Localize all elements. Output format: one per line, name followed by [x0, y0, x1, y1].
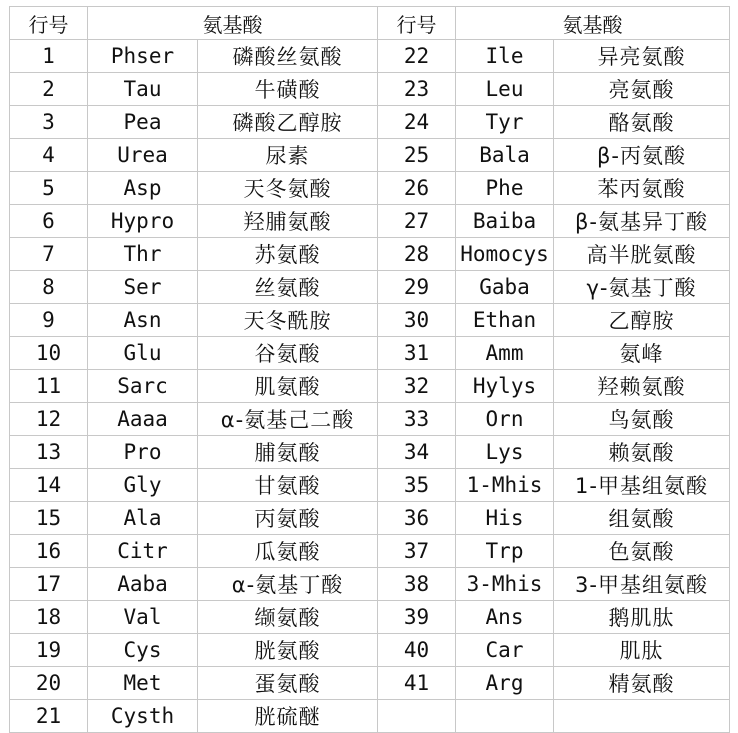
chinese-name-cell-left: 苏氨酸: [198, 238, 378, 271]
chinese-name-cell-right: 氨峰: [554, 337, 730, 370]
chinese-name-cell-right: β-氨基异丁酸: [554, 205, 730, 238]
table-row: [10, 139, 730, 172]
chinese-name-cell-left: 肌氨酸: [198, 370, 378, 403]
abbreviation-cell-right: Gaba: [456, 271, 554, 304]
table-row: [10, 667, 730, 700]
abbreviation-cell-right: 1-Mhis: [456, 469, 554, 502]
abbreviation-cell-left: Ala: [88, 502, 198, 535]
abbreviation-cell-left: Hypro: [88, 205, 198, 238]
chinese-name-cell-left: 缬氨酸: [198, 601, 378, 634]
row-number-cell-right: 25: [378, 139, 456, 172]
row-number-cell-left: 13: [10, 436, 88, 469]
table-row: [10, 568, 730, 601]
chinese-name-cell-left: 脯氨酸: [198, 436, 378, 469]
row-number-cell-right: 37: [378, 535, 456, 568]
table-row: [10, 403, 730, 436]
row-number-cell-right: 34: [378, 436, 456, 469]
chinese-name-cell-right: 苯丙氨酸: [554, 172, 730, 205]
row-number-cell-left: 8: [10, 271, 88, 304]
abbreviation-cell-left: Gly: [88, 469, 198, 502]
chinese-name-cell-left: 磷酸乙醇胺: [198, 106, 378, 139]
row-number-cell-right: 24: [378, 106, 456, 139]
header-row-number-left: 行号: [10, 7, 88, 40]
abbreviation-cell-right: Bala: [456, 139, 554, 172]
table-row: [10, 40, 730, 73]
abbreviation-cell-left: Sarc: [88, 370, 198, 403]
abbreviation-cell-left: Aaba: [88, 568, 198, 601]
abbreviation-cell-left: Pea: [88, 106, 198, 139]
abbreviation-cell-right: Car: [456, 634, 554, 667]
chinese-name-cell-right: 高半胱氨酸: [554, 238, 730, 271]
abbreviation-cell-left: Asp: [88, 172, 198, 205]
row-number-cell-right: 32: [378, 370, 456, 403]
abbreviation-cell-right: Ethan: [456, 304, 554, 337]
abbreviation-cell-left: Met: [88, 667, 198, 700]
table-row: [10, 238, 730, 271]
chinese-name-cell-right: β-丙氨酸: [554, 139, 730, 172]
row-number-cell-right: 36: [378, 502, 456, 535]
chinese-name-cell-right: 赖氨酸: [554, 436, 730, 469]
abbreviation-cell-left: Cysth: [88, 700, 198, 733]
table-row: [10, 700, 730, 733]
chinese-name-cell-left: 甘氨酸: [198, 469, 378, 502]
abbreviation-cell-right: Arg: [456, 667, 554, 700]
row-number-cell-left: 1: [10, 40, 88, 73]
abbreviation-cell-right: Phe: [456, 172, 554, 205]
abbreviation-cell-right: Ans: [456, 601, 554, 634]
row-number-cell-left: 11: [10, 370, 88, 403]
abbreviation-cell-right: 3-Mhis: [456, 568, 554, 601]
row-number-cell-right: 35: [378, 469, 456, 502]
chinese-name-cell-left: 瓜氨酸: [198, 535, 378, 568]
abbreviation-cell-left: Cys: [88, 634, 198, 667]
chinese-name-cell-left: 胱氨酸: [198, 634, 378, 667]
abbreviation-cell-right: [456, 700, 554, 733]
row-number-cell-left: 6: [10, 205, 88, 238]
abbreviation-cell-left: Val: [88, 601, 198, 634]
row-number-cell-right: 39: [378, 601, 456, 634]
chinese-name-cell-left: α-氨基己二酸: [198, 403, 378, 436]
chinese-name-cell-right: γ-氨基丁酸: [554, 271, 730, 304]
row-number-cell-right: [378, 700, 456, 733]
abbreviation-cell-right: Tyr: [456, 106, 554, 139]
table-row: [10, 304, 730, 337]
row-number-cell-left: 20: [10, 667, 88, 700]
chinese-name-cell-right: 色氨酸: [554, 535, 730, 568]
table-row: [10, 73, 730, 106]
table-row: [10, 172, 730, 205]
chinese-name-cell-right: 亮氨酸: [554, 73, 730, 106]
abbreviation-cell-left: Urea: [88, 139, 198, 172]
abbreviation-cell-right: Hylys: [456, 370, 554, 403]
chinese-name-cell-right: 组氨酸: [554, 502, 730, 535]
row-number-cell-right: 33: [378, 403, 456, 436]
row-number-cell-left: 7: [10, 238, 88, 271]
abbreviation-cell-right: Ile: [456, 40, 554, 73]
row-number-cell-left: 4: [10, 139, 88, 172]
row-number-cell-left: 12: [10, 403, 88, 436]
row-number-cell-left: 18: [10, 601, 88, 634]
row-number-cell-right: 27: [378, 205, 456, 238]
row-number-cell-right: 38: [378, 568, 456, 601]
chinese-name-cell-right: 羟赖氨酸: [554, 370, 730, 403]
abbreviation-cell-left: Ser: [88, 271, 198, 304]
chinese-name-cell-right: 肌肽: [554, 634, 730, 667]
abbreviation-cell-right: Baiba: [456, 205, 554, 238]
chinese-name-cell-left: 牛磺酸: [198, 73, 378, 106]
row-number-cell-right: 40: [378, 634, 456, 667]
chinese-name-cell-left: 尿素: [198, 139, 378, 172]
abbreviation-cell-left: Aaaa: [88, 403, 198, 436]
table-row: [10, 106, 730, 139]
header-amino-acid-left: 氨基酸: [88, 7, 378, 40]
table-row: [10, 337, 730, 370]
row-number-cell-left: 2: [10, 73, 88, 106]
row-number-cell-left: 19: [10, 634, 88, 667]
chinese-name-cell-right: 乙醇胺: [554, 304, 730, 337]
abbreviation-cell-right: Lys: [456, 436, 554, 469]
row-number-cell-left: 17: [10, 568, 88, 601]
table-row: [10, 634, 730, 667]
table-row: [10, 535, 730, 568]
row-number-cell-right: 28: [378, 238, 456, 271]
chinese-name-cell-right: [554, 700, 730, 733]
table-row: [10, 205, 730, 238]
chinese-name-cell-right: 酪氨酸: [554, 106, 730, 139]
abbreviation-cell-left: Tau: [88, 73, 198, 106]
chinese-name-cell-left: 丝氨酸: [198, 271, 378, 304]
row-number-cell-left: 9: [10, 304, 88, 337]
abbreviation-cell-left: Citr: [88, 535, 198, 568]
table-body: [10, 40, 730, 733]
abbreviation-cell-right: Trp: [456, 535, 554, 568]
chinese-name-cell-left: 天冬酰胺: [198, 304, 378, 337]
abbreviation-cell-left: Thr: [88, 238, 198, 271]
chinese-name-cell-left: 丙氨酸: [198, 502, 378, 535]
row-number-cell-right: 41: [378, 667, 456, 700]
abbreviation-cell-right: Homocys: [456, 238, 554, 271]
row-number-cell-right: 26: [378, 172, 456, 205]
abbreviation-cell-left: Phser: [88, 40, 198, 73]
abbreviation-cell-right: Orn: [456, 403, 554, 436]
chinese-name-cell-right: 3-甲基组氨酸: [554, 568, 730, 601]
row-number-cell-right: 22: [378, 40, 456, 73]
abbreviation-cell-left: Asn: [88, 304, 198, 337]
row-number-cell-right: 23: [378, 73, 456, 106]
chinese-name-cell-left: 羟脯氨酸: [198, 205, 378, 238]
row-number-cell-left: 10: [10, 337, 88, 370]
abbreviation-cell-right: Leu: [456, 73, 554, 106]
table-row: [10, 502, 730, 535]
chinese-name-cell-right: 鸟氨酸: [554, 403, 730, 436]
table-row: [10, 370, 730, 403]
chinese-name-cell-right: 异亮氨酸: [554, 40, 730, 73]
row-number-cell-right: 30: [378, 304, 456, 337]
header-amino-acid-right: 氨基酸: [456, 7, 730, 40]
table-row: [10, 436, 730, 469]
row-number-cell-left: 21: [10, 700, 88, 733]
chinese-name-cell-right: 精氨酸: [554, 667, 730, 700]
row-number-cell-right: 31: [378, 337, 456, 370]
row-number-cell-left: 3: [10, 106, 88, 139]
row-number-cell-left: 16: [10, 535, 88, 568]
chinese-name-cell-right: 1-甲基组氨酸: [554, 469, 730, 502]
chinese-name-cell-left: 胱硫醚: [198, 700, 378, 733]
row-number-cell-right: 29: [378, 271, 456, 304]
header-row: [10, 7, 730, 40]
table-row: [10, 469, 730, 502]
chinese-name-cell-left: α-氨基丁酸: [198, 568, 378, 601]
table-row: [10, 601, 730, 634]
abbreviation-cell-left: Pro: [88, 436, 198, 469]
chinese-name-cell-left: 蛋氨酸: [198, 667, 378, 700]
row-number-cell-left: 14: [10, 469, 88, 502]
chinese-name-cell-left: 磷酸丝氨酸: [198, 40, 378, 73]
chinese-name-cell-left: 天冬氨酸: [198, 172, 378, 205]
abbreviation-cell-left: Glu: [88, 337, 198, 370]
abbreviation-cell-right: His: [456, 502, 554, 535]
chinese-name-cell-left: 谷氨酸: [198, 337, 378, 370]
row-number-cell-left: 5: [10, 172, 88, 205]
header-row-number-right: 行号: [378, 7, 456, 40]
table-row: [10, 271, 730, 304]
abbreviation-cell-right: Amm: [456, 337, 554, 370]
row-number-cell-left: 15: [10, 502, 88, 535]
chinese-name-cell-right: 鹅肌肽: [554, 601, 730, 634]
amino-acid-table: [9, 6, 730, 733]
